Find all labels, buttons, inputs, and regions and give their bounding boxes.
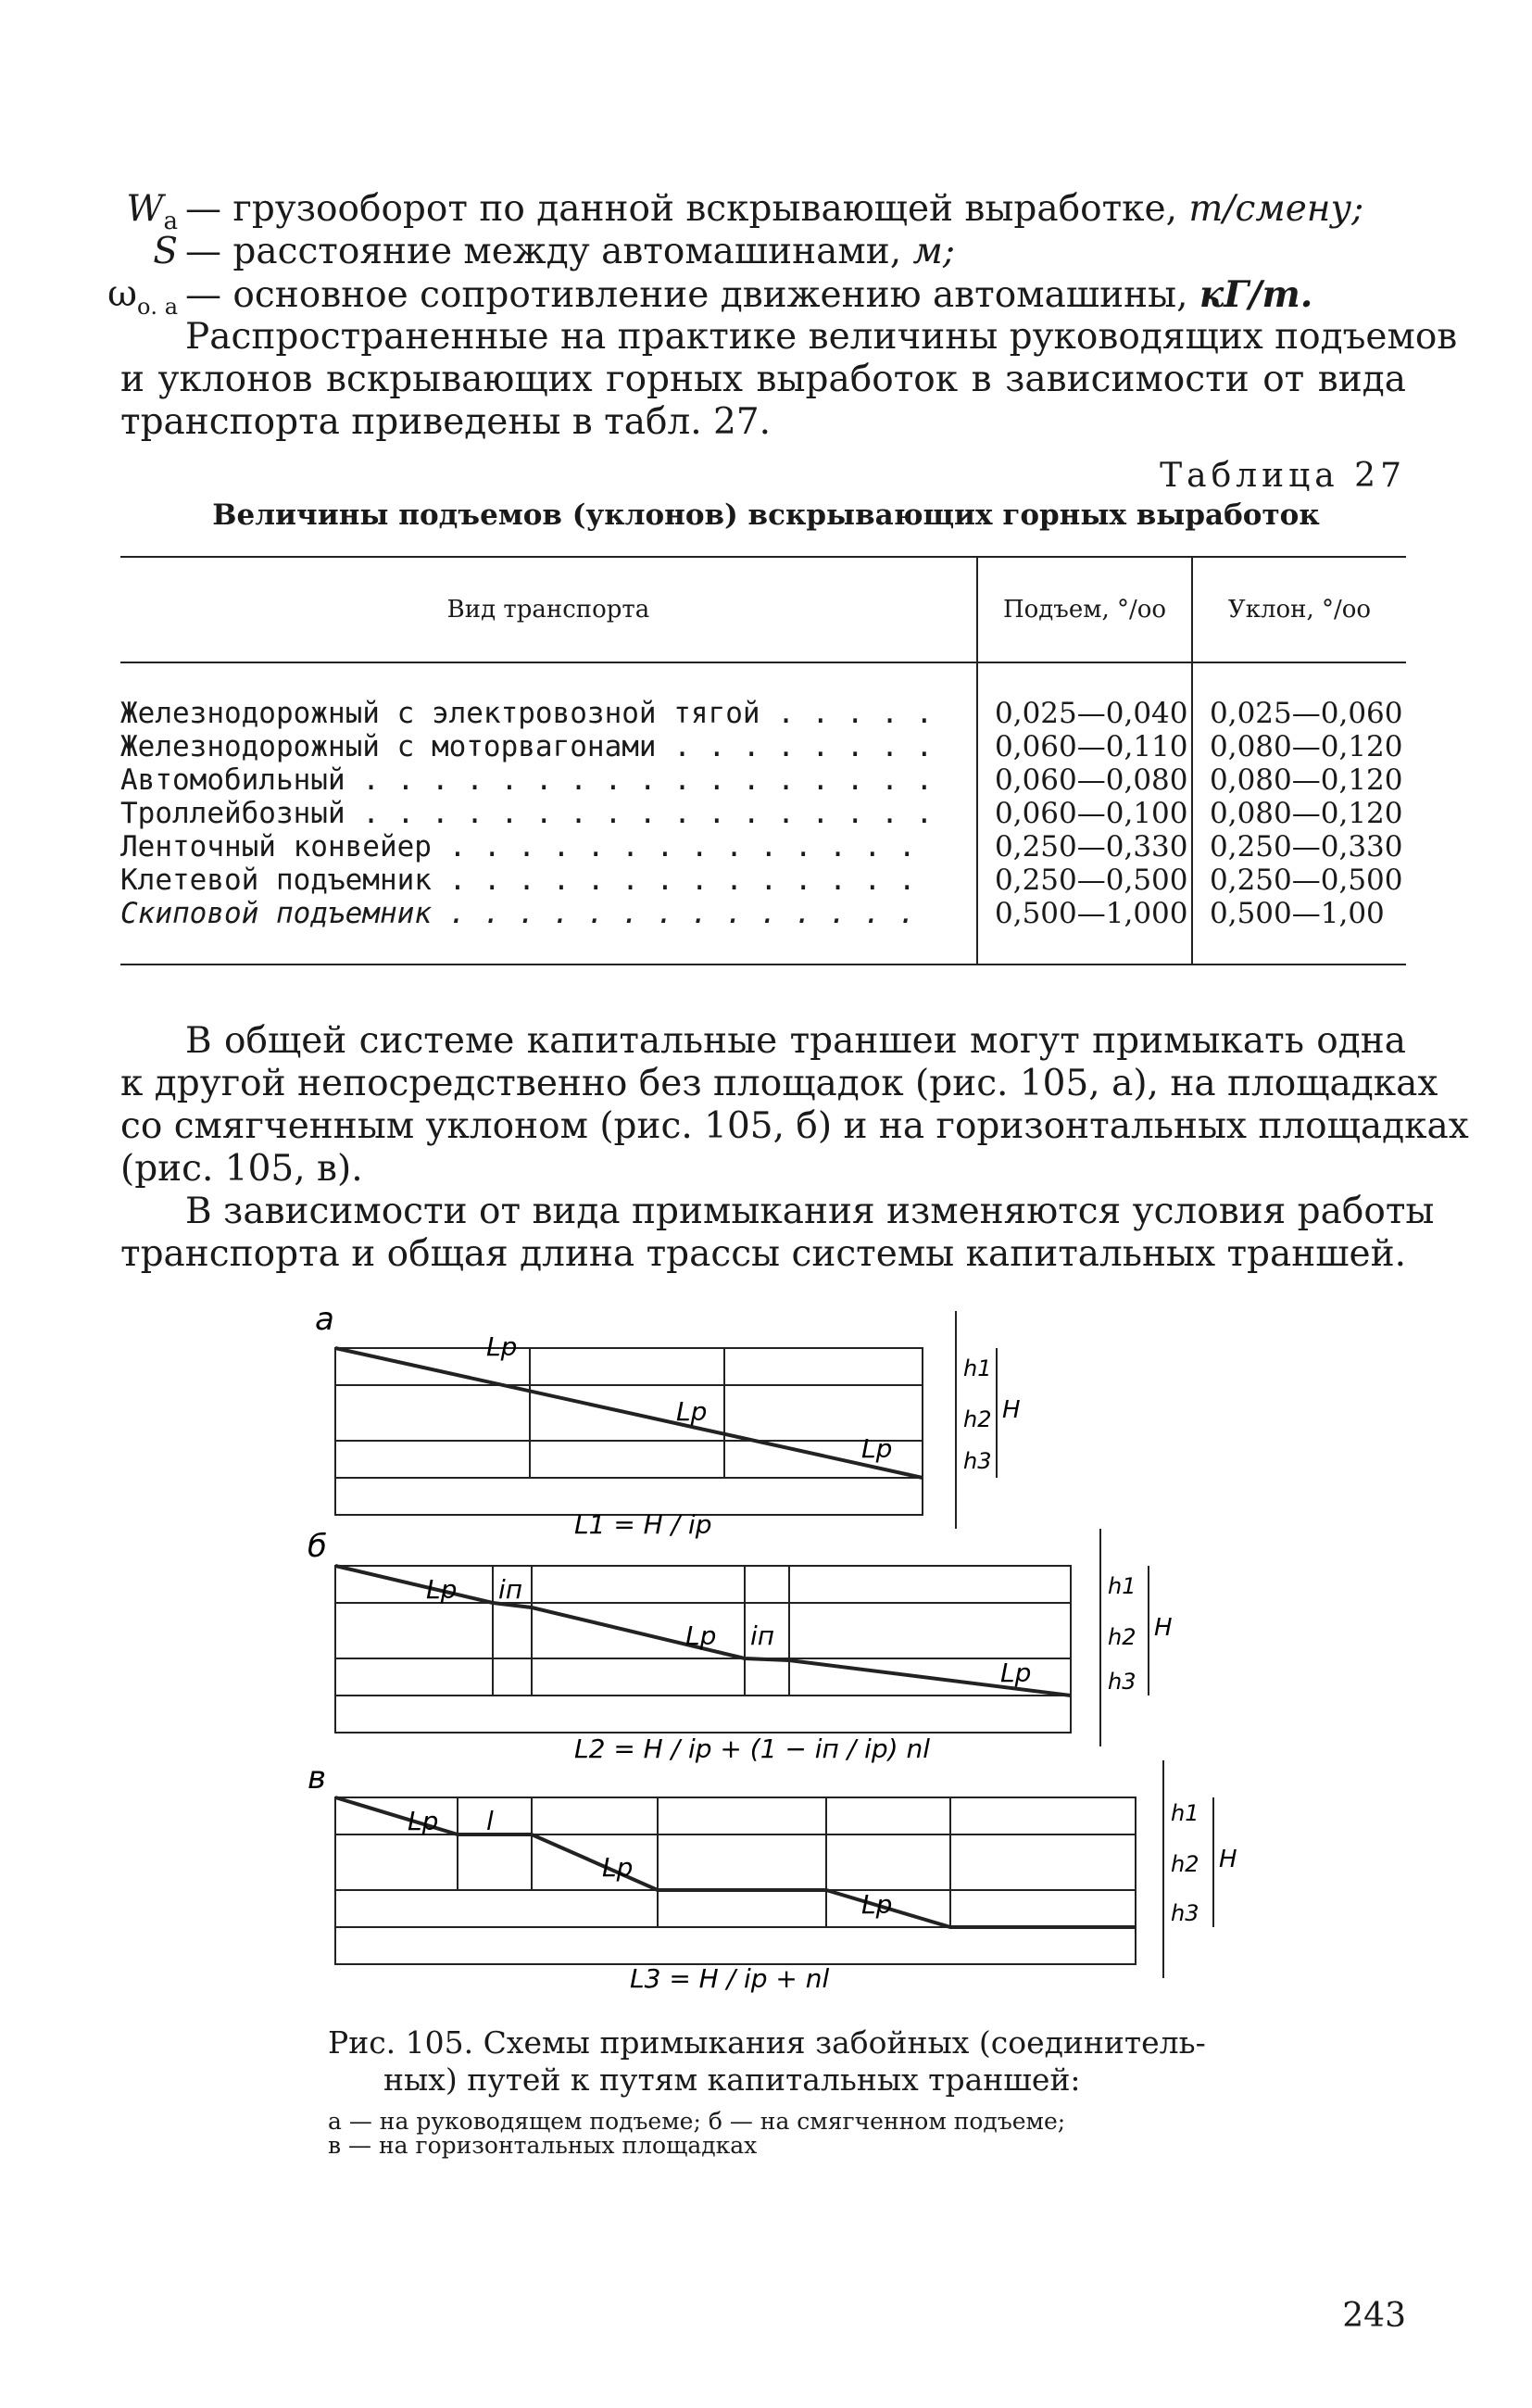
- table-label: Таблица 27: [1160, 457, 1406, 495]
- label-lp: Lp: [602, 1852, 634, 1883]
- panel-label-a: а: [315, 1301, 334, 1338]
- table-row: Железнодорожный с моторвагонами . . . . . . . . 0,060—0,110 0,080—0,120: [120, 730, 1406, 763]
- def-symbol-omega: $\omega_{о. а}$: [107, 273, 178, 320]
- page-number: 243: [1342, 2297, 1406, 2335]
- panel-label-c: в: [308, 1759, 327, 1797]
- header-transport: Вид транспорта: [120, 557, 977, 662]
- table-row: Ленточный конвейер . . . . . . . . . . . . . . 0,250—0,330 0,250—0,330: [120, 830, 1406, 864]
- label-h1: h1: [1171, 1800, 1199, 1826]
- label-h1: h1: [963, 1355, 992, 1381]
- label-lp: Lp: [1000, 1658, 1032, 1688]
- panel-label-b: б: [308, 1528, 327, 1565]
- label-h2: h2: [963, 1406, 992, 1432]
- header-slope: Уклон, °/oo: [1192, 557, 1406, 662]
- label-h2: h2: [1171, 1851, 1199, 1877]
- label-h3: h3: [1171, 1900, 1199, 1926]
- label-H: H: [1154, 1614, 1173, 1642]
- table-row: Скиповой подъемник . . . . . . . . . . . . . . 0,500—1,000 0,500—1,00: [120, 897, 1406, 930]
- table-title: Величины подъемов (уклонов) вскрывающих горных выработок: [212, 498, 1320, 532]
- label-lp: Lp: [486, 1331, 518, 1362]
- label-h3: h3: [963, 1448, 992, 1474]
- label-h3: h3: [1108, 1669, 1136, 1695]
- label-lp: Lp: [685, 1620, 717, 1651]
- label-lp: Lp: [861, 1433, 893, 1464]
- def-text-omega: — основное сопротивление движению автомашины, кГ/т.: [185, 273, 1313, 316]
- label-lp: Lp: [426, 1574, 458, 1605]
- paragraph-2: В общей системе капитальные траншеи могут примыкать одна к другой непосредственно без площадок (рис. 105, а), на площадках со смягченным уклоном (рис. 105, б) и на горизонтальных площадках (рис. 105, в).: [120, 1020, 1469, 1190]
- formula-a: L1 = H / ip: [574, 1509, 712, 1540]
- label-H: H: [1219, 1846, 1237, 1873]
- intro-paragraph: Распространенные на практике величины руководящих подъемов и уклонов вскрывающих горных выработок в зависимости от вида транспорта приведены в табл. 27.: [120, 316, 1458, 443]
- label-h2: h2: [1108, 1624, 1136, 1650]
- header-rise: Подъем, °/oo: [977, 557, 1192, 662]
- paragraph-3: В зависимости от вида примыкания изменяются условия работы транспорта и общая длина трассы системы капитальных траншей.: [120, 1191, 1435, 1275]
- table-row: Троллейбозный . . . . . . . . . . . . . . . . . 0,060—0,100 0,080—0,120: [120, 797, 1406, 830]
- def-text-wa: — грузооборот по данной вскрывающей выработке, т/смену;: [185, 188, 1364, 230]
- table-row: Клетевой подъемник . . . . . . . . . . . . . . 0,250—0,500 0,250—0,500: [120, 864, 1406, 897]
- label-ip: iп: [498, 1574, 523, 1605]
- label-lp: Lp: [408, 1806, 439, 1836]
- figure-legend: а — на руководящем подъеме; б — на смягченном подъеме; в — на горизонтальных площадках: [328, 2108, 1066, 2159]
- def-text-s: — расстояние между автомашинами, м;: [185, 231, 956, 272]
- formula-b: L2 = H / ip + (1 − iп / ip) nl: [574, 1734, 931, 1764]
- label-lp: Lp: [861, 1889, 893, 1920]
- table-row: Автомобильный . . . . . . . . . . . . . . . . . 0,060—0,080 0,080—0,120: [120, 763, 1406, 797]
- figure-105: [296, 1292, 1352, 2024]
- data-table: [120, 556, 1406, 965]
- label-h1: h1: [1108, 1573, 1136, 1599]
- label-ip: iп: [750, 1620, 775, 1651]
- label-l: l: [486, 1806, 494, 1836]
- label-lp: Lp: [676, 1396, 708, 1427]
- formula-c: L3 = H / ip + nl: [630, 1963, 830, 1994]
- figure-caption: Рис. 105. Схемы примыкания забойных (соединитель- ных) путей к путям капитальных траншей:: [328, 2024, 1206, 2098]
- def-symbol-s: S: [153, 231, 178, 272]
- label-H: H: [1002, 1396, 1021, 1424]
- def-symbol-wa: $W_а$: [126, 188, 178, 235]
- table-row: Железнодорожный с электровозной тягой . . . . . 0,025—0,040 0,025—0,060: [120, 697, 1406, 730]
